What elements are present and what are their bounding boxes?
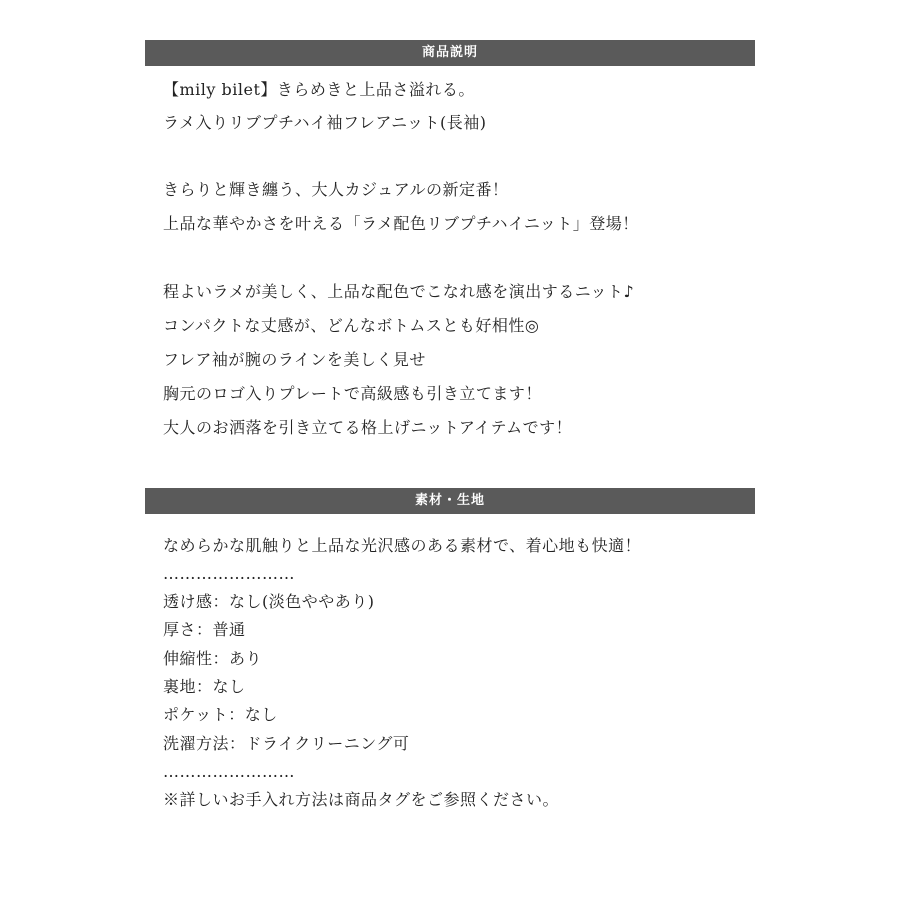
care-note: ※詳しいお手入れ方法は商品タグをご参照ください。 [163, 790, 560, 809]
description-line: ラメ入りリブプチハイ袖フレアニット(長袖) [163, 113, 487, 132]
description-line: 上品な華やかさを叶える「ラメ配色リブプチハイニット」登場！ [163, 214, 639, 233]
material-spec-lining: 裏地：なし [163, 677, 246, 696]
description-line: 大人のお洒落を引き立てる格上げニットアイテムです！ [163, 418, 573, 437]
material-spec-transparency: 透け感：なし(淡色ややあり) [163, 592, 375, 611]
description-line: コンパクトな丈感が、どんなボトムスとも好相性◎ [163, 316, 540, 335]
divider-dots: …………………… [163, 762, 295, 781]
material-line: なめらかな肌触りと上品な光沢感のある素材で、着心地も快適！ [163, 536, 642, 555]
description-line: 【mily bilet】きらめきと上品さ溢れる。 [163, 80, 475, 99]
section-header-material: 素材・生地 [145, 488, 755, 514]
divider-dots: …………………… [163, 564, 295, 583]
description-line: フレア袖が腕のラインを美しく見せ [163, 350, 426, 369]
material-spec-thickness: 厚さ：普通 [163, 620, 246, 639]
description-line: きらりと輝き纏う、大人カジュアルの新定番！ [163, 180, 509, 199]
description-line: 程よいラメが美しく、上品な配色でこなれ感を演出するニット♪ [163, 282, 635, 301]
section-header-description: 商品説明 [145, 40, 755, 66]
description-line: 胸元のロゴ入りプレートで高級感も引き立てます！ [163, 384, 542, 403]
material-spec-stretch: 伸縮性：あり [163, 649, 263, 668]
material-spec-washing: 洗濯方法：ドライクリーニング可 [163, 734, 410, 753]
material-spec-pocket: ポケット：なし [163, 705, 278, 724]
